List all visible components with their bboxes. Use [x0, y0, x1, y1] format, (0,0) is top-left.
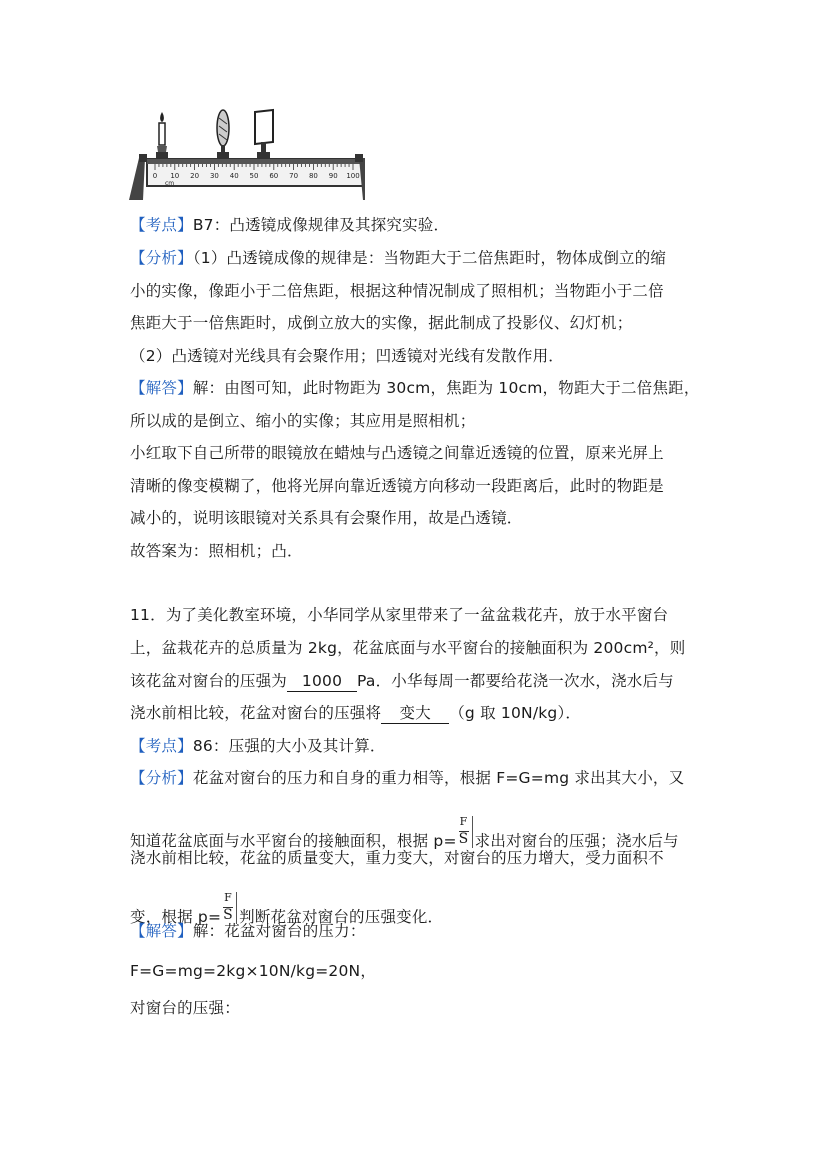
answer-blank-2: 变大 — [381, 703, 449, 724]
kaodian-text: 86：压强的大小及其计算． — [192, 737, 386, 755]
q11-kaodian — [130, 736, 386, 756]
stem-text: 浇水前相比较，花盆对窗台的压强将 — [130, 704, 382, 722]
pressure-fraction — [458, 816, 474, 852]
fraction-numerator: F — [224, 891, 232, 904]
fenxi-text: （1）凸透镜成像的规律是：当物距大于二倍焦距时，物体成倒立的缩 — [192, 249, 667, 267]
q11-stem-1: 11．为了美化教室环境，小华同学从家里带来了一盆盆栽花卉，放于水平窗台 — [130, 606, 669, 624]
ruler-tick-label: 90 — [328, 172, 338, 180]
q11-fenxi-1 — [130, 768, 684, 788]
convex-lens — [217, 110, 229, 159]
ruler-unit-label: cm — [165, 180, 175, 187]
q11-fenxi-3: 浇水前相比较，花盆的质量变大，重力变大，对窗台的压力增大，受力面积不 — [130, 849, 664, 867]
kaodian-tag: 【考点】 — [130, 737, 193, 755]
jieda-tag: 【解答】 — [130, 922, 193, 940]
q10-jieda-4: 清晰的像变模糊了，他将光屏向靠近透镜方向移动一段距离后，此时的物距是 — [130, 477, 664, 495]
jieda-text: 解：花盆对窗台的压力： — [192, 922, 366, 940]
q10-fenxi-1 — [130, 248, 666, 268]
q10-jieda-3: 小红取下自己所带的眼镜放在蜡烛与凸透镜之间靠近透镜的位置，原来光屏上 — [130, 444, 664, 462]
kaodian-text: B7：凸透镜成像规律及其探究实验． — [192, 216, 450, 234]
ruler-tick-label: 60 — [269, 172, 279, 180]
stem-text: Pa．小华每周一都要给花浇一次水，浇水后与 — [357, 672, 674, 690]
answer-blank-1: 1000 — [287, 671, 357, 692]
fenxi-text: 求出对窗台的压强；浇水后与 — [474, 832, 679, 850]
ruler-tick-label: 20 — [190, 172, 200, 180]
ruler-tick-label: 50 — [249, 172, 259, 180]
ruler-tick-label: 10 — [170, 172, 180, 180]
fraction-cursor — [236, 892, 237, 924]
candle — [156, 112, 168, 159]
fraction-numerator: F — [459, 815, 468, 828]
q10-fenxi-4: （2）凸透镜对光线具有会聚作用；凹透镜对光线有发散作用． — [130, 347, 564, 365]
ruler-tick-label: 0 — [152, 172, 158, 180]
stem-text: 该花盆对窗台的压强为 — [130, 672, 288, 690]
stem-text: （g 取 10N/kg）． — [449, 704, 582, 722]
ruler-tick-label: 70 — [289, 172, 299, 180]
q11-jieda-1 — [130, 921, 366, 941]
fenxi-tag: 【分析】 — [130, 249, 193, 267]
light-screen — [255, 110, 273, 159]
jieda-tag: 【解答】 — [130, 379, 193, 397]
fenxi-text: 知道花盆底面与水平窗台的接触面积，根据 p= — [130, 832, 457, 850]
q11-stem-2: 上，盆栽花卉的总质量为 2kg，花盆底面与水平窗台的接触面积为 200cm²，则 — [130, 639, 686, 657]
q11-stem-4 — [130, 703, 581, 724]
optical-bench-figure — [125, 108, 365, 204]
q11-fenxi-2 — [130, 816, 679, 852]
fraction-denominator: S — [223, 907, 233, 923]
ruler-tick-label: 80 — [308, 172, 318, 180]
bench-left-post — [139, 154, 147, 162]
bench-rail-top — [147, 159, 363, 164]
fenxi-text: 变，根据 p= — [130, 908, 222, 926]
jieda-text: 解：由图可知，此时物距为 30cm，焦距为 10cm，物距大于二倍焦距， — [192, 379, 700, 397]
q10-fenxi-2: 小的实像，像距小于二倍焦距，根据这种情况制成了照相机；当物距小于二倍 — [130, 282, 664, 300]
q11-jieda-2: F=G=mg=2kg×10N/kg=20N， — [130, 962, 377, 980]
q10-jieda-1 — [130, 378, 700, 398]
bench-right-post — [355, 154, 363, 162]
bench-left-leg — [129, 158, 145, 200]
fraction-cursor — [472, 816, 473, 848]
q11-jieda-3: 对窗台的压强： — [130, 999, 240, 1017]
fraction-denominator: S — [458, 831, 469, 847]
ruler-tick-label: 30 — [209, 172, 219, 180]
q10-fenxi-3: 焦距大于一倍焦距时，成倒立放大的实像，据此制成了投影仪、幻灯机； — [130, 314, 633, 332]
q10-kaodian — [130, 215, 449, 235]
q10-jieda-5: 减小的，说明该眼镜对关系具有会聚作用，故是凸透镜． — [130, 509, 523, 527]
ruler-tick-label: 40 — [229, 172, 239, 180]
fenxi-text: 花盆对窗台的压力和自身的重力相等，根据 F=G=mg 求出其大小，又 — [192, 769, 685, 787]
fenxi-tag: 【分析】 — [130, 769, 193, 787]
kaodian-tag: 【考点】 — [130, 216, 193, 234]
q11-stem-3 — [130, 671, 674, 692]
fenxi-text: 判断花盆对窗台的压强变化． — [239, 908, 444, 926]
q10-jieda-2: 所以成的是倒立、缩小的实像；其应用是照相机； — [130, 412, 476, 430]
q10-jieda-6: 故答案为：照相机；凸． — [130, 542, 303, 560]
ruler-tick-label: 100 — [346, 172, 360, 180]
